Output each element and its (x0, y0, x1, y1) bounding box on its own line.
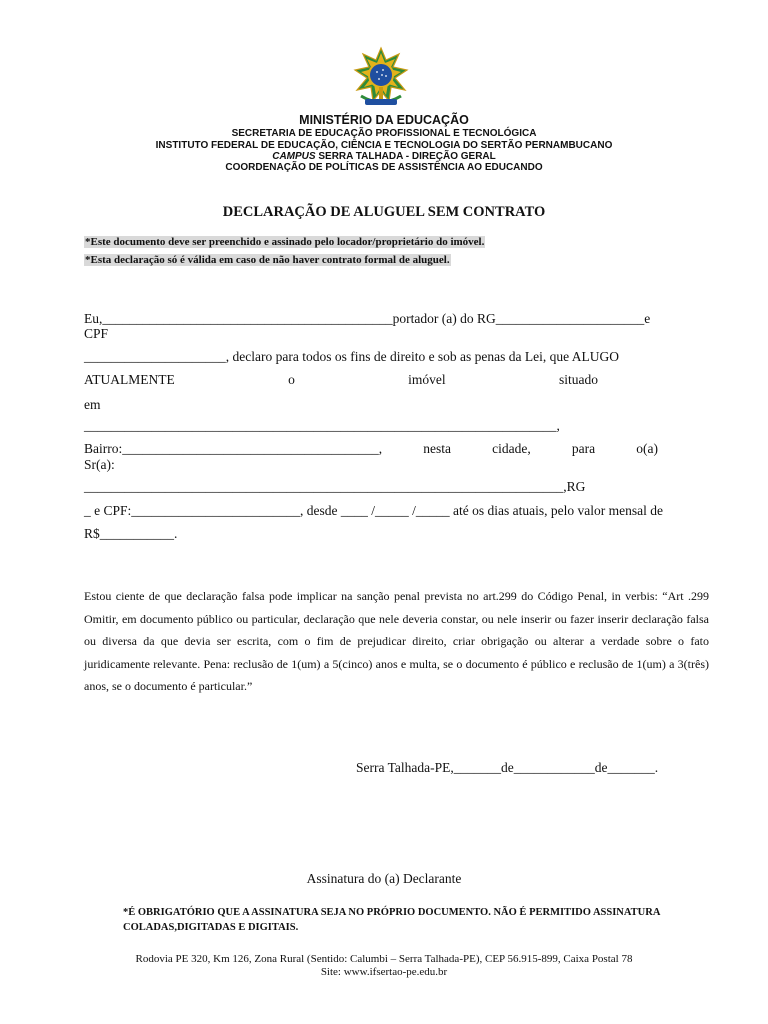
word-cidade: cidade, (492, 441, 531, 456)
brazil-coat-of-arms-icon (351, 46, 411, 110)
campus-word: CAMPUS (272, 151, 316, 162)
form-line-landlord-rg[interactable]: _______________________________________________________________________,RG (84, 479, 586, 494)
word-o: o (288, 372, 295, 387)
form-line-cpf-declaration[interactable]: _____________________, declaro para todos os fins de direito e sob as penas da Lei, que ALUGO (84, 349, 620, 364)
coordenacao-line: COORDENAÇÃO DE POLÍTICAS DE ASSISTÊNCIA AO EDUCANDO (225, 162, 543, 173)
bairro-field[interactable]: Bairro:______________________________________, (84, 441, 383, 456)
footer-site: Site: www.ifsertao-pe.edu.br (320, 966, 448, 978)
word-para: para (571, 441, 596, 456)
notice-valid-without-contract: *Esta declaração só é válida em caso de não haver contrato formal de aluguel. (85, 254, 450, 266)
form-line-em: em (84, 397, 101, 412)
form-line-atualmente (84, 372, 598, 388)
document-title: DECLARAÇÃO DE ALUGUEL SEM CONTRATO (222, 204, 546, 220)
form-line-cpf-label: CPF (84, 326, 109, 341)
form-line-name-rg[interactable]: Eu,___________________________________________portador (a) do RG______________________e (84, 311, 651, 326)
word-nesta: nesta (423, 441, 451, 456)
footer-address: Rodovia PE 320, Km 126, Zona Rural (Sentido: Calumbi – Serra Talhada-PE), CEP 56.915-899, Caixa Postal 78 (135, 953, 633, 965)
campus-rest: SERRA TALHADA - DIREÇÃO GERAL (315, 151, 496, 162)
word-oa: o(a) (636, 441, 658, 456)
secretaria-line: SECRETARIA DE EDUCAÇÃO PROFISSIONAL E TECNOLÓGICA (231, 128, 537, 139)
instituto-line: INSTITUTO FEDERAL DE EDUCAÇÃO, CIÊNCIA E TECNOLOGIA DO SERTÃO PERNAMBUCANO (155, 140, 613, 151)
word-atualmente: ATUALMENTE (84, 372, 175, 387)
signature-mandatory-note: *É OBRIGATÓRIO QUE A ASSINATURA SEJA NO PRÓPRIO DOCUMENTO. NÃO É PERMITIDO ASSINATURA COLADAS,DIGITADAS E DIGITAIS. (123, 907, 660, 933)
form-line-rent-value[interactable]: R$___________. (84, 526, 178, 541)
word-imovel: imóvel (408, 372, 446, 387)
form-line-sra: Sr(a): (84, 457, 115, 472)
campus-line (0, 151, 768, 162)
form-line-cpf-dates[interactable]: _ e CPF:_________________________, desde ____ /_____ /_____ até os dias atuais, pelo valor mensal de (84, 503, 663, 518)
legal-declaration-text: Estou ciente de que declaração falsa pode implicar na sanção penal prevista no art.299 do Código Penal, in verbis: “Art .299 Omitir, em documento público ou particular, declaração que nele deveria constar, ou nele inserir ou fazer inserir declaração falsa ou diversa da que devia ser escrita, com o fim de prejudicar direito, criar obrigação ou alterar a verdade sobre o fato juridicamente relevante. Pena: reclusão de 1(um) a 5(cinco) anos e multa, se o documento é público e reclusão de 1(um) a 3(três) anos, se o documento é particular.” (84, 589, 709, 694)
notice-fill-by-landlord: *Este documento deve ser preenchido e assinado pelo locador/proprietário do imóvel. (85, 236, 485, 248)
date-line[interactable]: Serra Talhada-PE,_______de____________de_______. (356, 760, 659, 775)
form-line-bairro[interactable] (84, 441, 658, 457)
ministry-title: MINISTÉRIO DA EDUCAÇÃO (299, 113, 469, 127)
form-line-address[interactable]: ______________________________________________________________________, (84, 418, 560, 433)
signature-label: Assinatura do (a) Declarante (306, 871, 462, 886)
word-situado: situado (558, 372, 598, 387)
